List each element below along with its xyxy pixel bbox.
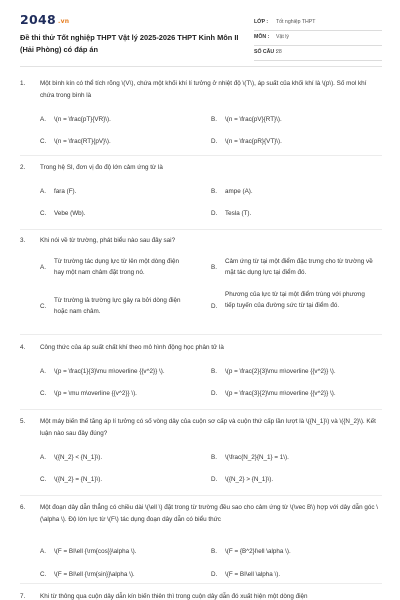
site-logo[interactable] — [20, 12, 69, 27]
question-text: Công thức của áp suất chất khí theo mô hình động học phân tử là — [40, 344, 224, 351]
question-3 — [20, 235, 382, 315]
header — [20, 12, 382, 62]
option-letter: B. — [211, 548, 217, 555]
option-text: \(F = BI\ell {\rm{cos}}\alpha \). — [54, 548, 137, 555]
meta-value-count: 28 — [276, 49, 282, 55]
question-text: Một máy biến thế tăng áp lí tưởng có số vòng dây của cuộn sơ cấp và cuộn thứ cấp lần lượt là \({N_1}\) và \({N_2}\). Kết luận nào sau đây đúng? — [40, 418, 376, 437]
question-divider — [20, 229, 382, 230]
option-text: \(p = \frac{1}{3}\mu m\overline {{v^2}} \). — [54, 368, 165, 375]
logo-suffix: .vn — [58, 18, 70, 25]
option-text: \(n = \frac{RT}{pV}\). — [54, 138, 111, 145]
question-1 — [20, 78, 382, 145]
option-letter: A. — [40, 188, 46, 195]
question-3-head — [20, 235, 382, 247]
option-letter: C. — [40, 138, 47, 145]
option-letter: D. — [211, 390, 218, 397]
option-text: fara (F). — [54, 188, 77, 195]
question-2-head — [20, 162, 382, 174]
option-text: Phương của lực từ tại một điểm trùng với phương tiếp tuyến của đường sức từ tại điểm đó. — [225, 291, 365, 309]
option-letter: B. — [211, 454, 217, 461]
option-letter: C. — [40, 390, 47, 397]
question-6 — [20, 502, 382, 578]
question-6-head — [20, 502, 382, 525]
question-text: Trong hệ SI, đơn vị đo độ lớn cảm ứng từ là — [40, 164, 163, 171]
option-text: Từ trường tác dụng lực từ lên một dòng điện hay một nam châm đặt trong nó. — [54, 258, 179, 276]
question-number: 3. — [20, 237, 26, 244]
option-letter: C. — [40, 303, 47, 310]
option-text: \(p = \mu m\overline {{v^2}} \). — [54, 390, 137, 397]
question-5 — [20, 416, 382, 483]
meta-value-subject: Vật lý — [276, 34, 289, 40]
question-divider — [20, 495, 382, 496]
question-2 — [20, 162, 382, 217]
meta-label-grade: LỚP : — [254, 19, 269, 25]
option-text: \(n = \frac{pT}{VR}\). — [54, 116, 111, 123]
option-letter: A. — [40, 454, 46, 461]
question-4 — [20, 342, 382, 397]
question-text: Khi nói về từ trường, phát biểu nào sau đây sai? — [40, 237, 176, 244]
question-text: Một bình kín có thể tích rõng \(V\), chứa một khối khí lí tưởng ở nhiệt độ \(T\), áp suất của khối khí là \(p\). Số mol khí chứa trong bình là — [40, 80, 367, 99]
meta-label-count: SỐ CÂU : — [254, 49, 278, 55]
question-number: 1. — [20, 80, 26, 87]
meta-label-subject: MÔN : — [254, 34, 270, 40]
option-letter: C. — [40, 210, 47, 217]
option-letter: A. — [40, 368, 46, 375]
question-number: 7. — [20, 593, 26, 600]
meta-row-count — [254, 46, 382, 61]
question-5-head — [20, 416, 382, 439]
question-7-head — [20, 591, 382, 600]
option-text: \({N_2} < {N_1}\). — [54, 454, 103, 461]
question-1-head — [20, 78, 382, 101]
meta-row-subject — [254, 31, 382, 46]
logo-text: 2048 — [20, 12, 56, 27]
option-letter: B. — [211, 368, 217, 375]
question-text: Khi từ thông qua cuộn dây dẫn kín biến thiên thì trong cuộn dây dẫn đó xuất hiện một dòng điện — [40, 593, 308, 600]
option-text: \(F = {B^2}I\ell \alpha \). — [225, 548, 291, 555]
option-text: \(F = BI\ell {\rm{sin}}\alpha \). — [54, 571, 135, 578]
option-letter: B. — [211, 264, 217, 271]
option-text: \({N_2} > {N_1}\). — [225, 476, 274, 483]
exam-meta — [254, 16, 382, 61]
option-letter: D. — [211, 138, 218, 145]
question-text: Một đoạn dây dẫn thẳng có chiều dài \(\ell \) đặt trong từ trường đều sao cho cảm ứng từ \(\vec B\) hợp với dây dẫn góc \(\alpha \). Độ lớn lực từ \(F\) tác dụng đoạn dây dẫn có biểu thức — [40, 504, 378, 523]
option-letter: A. — [40, 264, 46, 271]
question-7 — [20, 591, 382, 600]
meta-value-grade: Tốt nghiệp THPT — [276, 19, 316, 25]
option-letter: D. — [211, 210, 218, 217]
option-text: \(n = \frac{pR}{VT}\). — [225, 138, 282, 145]
question-divider — [20, 583, 382, 584]
option-text: \(p = \frac{3}{2}\mu m\overline {{v^2}} \). — [225, 390, 336, 397]
option-letter: C. — [40, 476, 47, 483]
question-number: 4. — [20, 344, 26, 351]
option-text: Từ trường là trường lực gây ra bởi dòng điện hoặc nam châm. — [54, 297, 181, 315]
question-divider — [20, 409, 382, 410]
question-4-head — [20, 342, 382, 354]
option-text: \(p = \frac{2}{3}\mu m\overline {{v^2}} \). — [225, 368, 336, 375]
meta-row-grade — [254, 16, 382, 31]
question-number: 2. — [20, 164, 26, 171]
option-text: \(\frac{N_2}{N_1} = 1\). — [225, 454, 289, 461]
option-letter: A. — [40, 116, 46, 123]
option-letter: A. — [40, 548, 46, 555]
option-text: \(n = \frac{pV}{RT}\). — [225, 116, 282, 123]
question-divider — [20, 334, 382, 335]
option-letter: B. — [211, 188, 217, 195]
option-letter: B. — [211, 116, 217, 123]
option-text: Tesla (T). — [225, 210, 252, 217]
option-letter: D. — [211, 476, 218, 483]
option-text: \(F = BI\ell \alpha \). — [225, 571, 281, 578]
header-divider — [20, 66, 382, 67]
question-number: 6. — [20, 504, 26, 511]
option-text: Cảm ứng từ tại một điểm đặc trưng cho từ trường về mặt tác dụng lực tại điểm đó. — [225, 258, 373, 276]
option-text: ampe (A). — [225, 188, 253, 195]
option-text: \({N_2} = {N_1}\). — [54, 476, 103, 483]
page-title: Đề thi thử Tốt nghiệp THPT Vật lý 2025-2026 THPT Kinh Môn II (Hải Phòng) có đáp án — [20, 33, 239, 54]
option-letter: C. — [40, 571, 47, 578]
question-number: 5. — [20, 418, 26, 425]
option-letter: D. — [211, 303, 218, 310]
question-divider — [20, 155, 382, 156]
option-letter: D. — [211, 571, 218, 578]
option-text: Vebe (Wb). — [54, 210, 86, 217]
